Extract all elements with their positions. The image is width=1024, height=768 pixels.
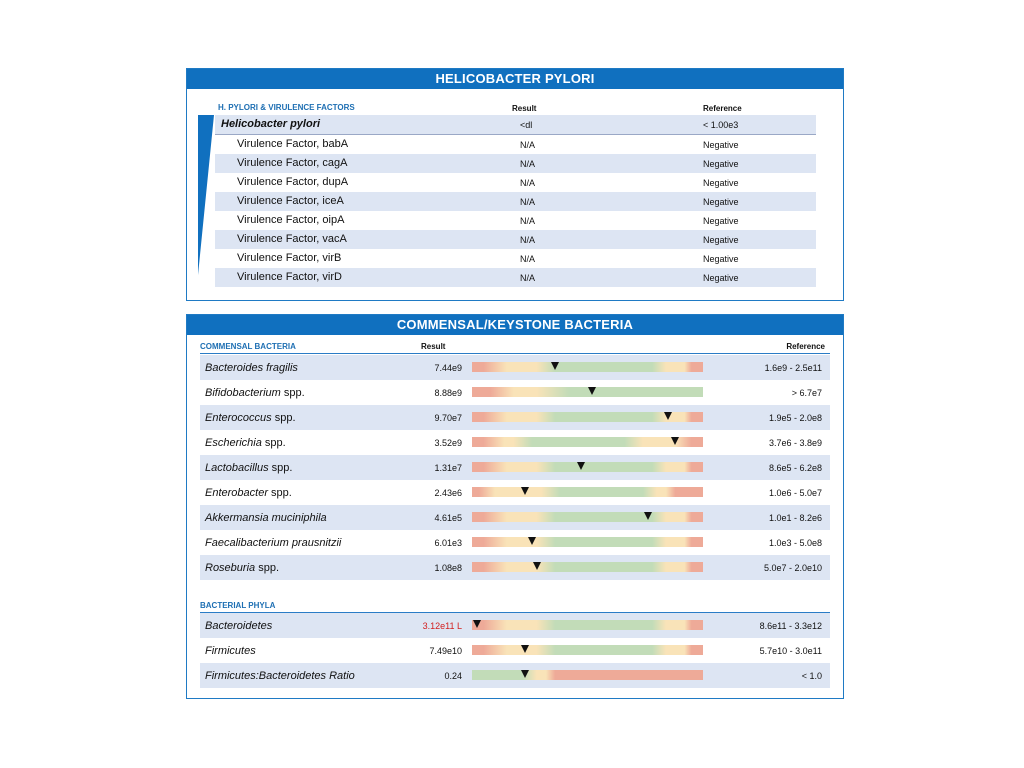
hp-accent-triangle bbox=[198, 115, 214, 275]
commensal-section-title: COMMENSAL BACTERIA bbox=[200, 342, 296, 351]
bacteria-result: 8.88e9 bbox=[434, 388, 462, 398]
result-marker-icon bbox=[588, 387, 596, 395]
bacteria-name bbox=[205, 362, 298, 374]
bacteria-name bbox=[205, 412, 296, 424]
bacteria-name-suffix: spp. bbox=[258, 562, 279, 574]
result-marker-icon bbox=[528, 537, 536, 545]
phyla-section-title: BACTERIAL PHYLA bbox=[200, 601, 276, 610]
bacteria-reference: 8.6e11 - 3.3e12 bbox=[759, 621, 822, 631]
range-bar bbox=[472, 645, 703, 655]
bacteria-row bbox=[200, 555, 830, 580]
hp-row-reference: Negative bbox=[703, 159, 739, 169]
range-bar bbox=[472, 562, 703, 572]
hp-row-name: Virulence Factor, virD bbox=[237, 271, 342, 283]
bacteria-row bbox=[200, 380, 830, 405]
bacteria-row bbox=[200, 638, 830, 663]
cb-panel-title: COMMENSAL/KEYSTONE BACTERIA bbox=[187, 315, 843, 335]
bacteria-name-suffix: spp. bbox=[264, 437, 286, 449]
bacteria-reference: 1.0e1 - 8.2e6 bbox=[768, 513, 822, 523]
result-marker-icon bbox=[551, 362, 559, 370]
hp-row bbox=[215, 249, 816, 268]
hp-row-reference: Negative bbox=[703, 216, 739, 226]
bacteria-result: 3.12e11 L bbox=[422, 621, 462, 631]
bacteria-row bbox=[200, 480, 830, 505]
commensal-section-rule bbox=[200, 353, 830, 354]
hp-row-name: Virulence Factor, dupA bbox=[237, 176, 349, 188]
bacteria-result: 3.52e9 bbox=[434, 438, 462, 448]
hp-row bbox=[215, 192, 816, 211]
bacteria-name bbox=[205, 512, 327, 524]
bacteria-reference: 1.6e9 - 2.5e11 bbox=[764, 363, 822, 373]
bacteria-name-text: Firmicutes:Bacteroidetes Ratio bbox=[205, 670, 355, 682]
bacteria-row bbox=[200, 405, 830, 430]
bacteria-name-text: Faecalibacterium prausnitzii bbox=[205, 537, 342, 549]
range-bar bbox=[472, 362, 703, 372]
result-marker-icon bbox=[521, 645, 529, 653]
result-marker-icon bbox=[671, 437, 679, 445]
range-bar bbox=[472, 412, 703, 422]
phyla-table bbox=[200, 613, 830, 688]
result-marker-icon bbox=[577, 462, 585, 470]
result-marker-icon bbox=[533, 562, 541, 570]
bacteria-row bbox=[200, 455, 830, 480]
bacteria-result: 0.24 bbox=[444, 671, 462, 681]
hp-row-reference: Negative bbox=[703, 235, 739, 245]
commensal-bacteria-panel bbox=[186, 314, 844, 699]
hp-row-result: N/A bbox=[520, 254, 536, 264]
bacteria-reference: 3.7e6 - 3.8e9 bbox=[768, 438, 822, 448]
range-bar bbox=[472, 387, 703, 397]
bacteria-name-suffix: spp. bbox=[274, 412, 296, 424]
bacteria-name-text: Bacteroides fragilis bbox=[205, 362, 298, 374]
bacteria-reference: 8.6e5 - 6.2e8 bbox=[768, 463, 822, 473]
bacteria-name bbox=[205, 670, 355, 682]
hp-row-result: N/A bbox=[520, 140, 536, 150]
hp-panel-title: HELICOBACTER PYLORI bbox=[187, 69, 843, 89]
hp-row-result: N/A bbox=[520, 235, 536, 245]
hp-row-name: Virulence Factor, oipA bbox=[237, 214, 345, 226]
bacteria-result: 1.08e8 bbox=[434, 563, 462, 573]
hp-row-result: N/A bbox=[520, 197, 536, 207]
bacteria-reference: 1.0e6 - 5.0e7 bbox=[768, 488, 822, 498]
bacteria-name bbox=[205, 562, 279, 574]
bacteria-name bbox=[205, 387, 305, 399]
bacteria-name-text: Enterococcus bbox=[205, 412, 272, 424]
hp-row bbox=[215, 135, 816, 154]
bacteria-name bbox=[205, 437, 286, 449]
bacteria-reference: 1.9e5 - 2.0e8 bbox=[768, 413, 822, 423]
range-bar bbox=[472, 670, 703, 680]
range-bar bbox=[472, 437, 703, 447]
bacteria-result: 9.70e7 bbox=[434, 413, 462, 423]
bacteria-result: 7.44e9 bbox=[434, 363, 462, 373]
bacteria-result: 4.61e5 bbox=[434, 513, 462, 523]
cb-reference-header: Reference bbox=[786, 342, 825, 351]
bacteria-name bbox=[205, 620, 272, 632]
bacteria-result: 2.43e6 bbox=[434, 488, 462, 498]
hp-row bbox=[215, 154, 816, 173]
range-bar bbox=[472, 462, 703, 472]
bacteria-name-text: Enterobacter bbox=[205, 487, 268, 499]
hp-row bbox=[215, 230, 816, 249]
hp-row bbox=[215, 115, 816, 135]
bacteria-name-text: Bacteroidetes bbox=[205, 620, 273, 632]
bacteria-name-text: Roseburia bbox=[205, 562, 256, 574]
hp-row-reference: Negative bbox=[703, 178, 739, 188]
hp-row-result: N/A bbox=[520, 216, 536, 226]
result-marker-icon bbox=[664, 412, 672, 420]
bacteria-reference: > 6.7e7 bbox=[791, 388, 822, 398]
result-marker-icon bbox=[473, 620, 481, 628]
bacteria-name-text: Akkermansia muciniphila bbox=[205, 512, 327, 524]
hp-row-name: Virulence Factor, virB bbox=[237, 252, 342, 264]
hp-table bbox=[215, 115, 816, 287]
bacteria-name bbox=[205, 645, 256, 657]
hp-row bbox=[215, 173, 816, 192]
bacteria-name-suffix: spp. bbox=[283, 387, 305, 399]
bacteria-result: 1.31e7 bbox=[434, 463, 462, 473]
bacteria-row bbox=[200, 505, 830, 530]
hp-row bbox=[215, 268, 816, 287]
commensal-table bbox=[200, 355, 830, 580]
bacteria-name bbox=[205, 487, 292, 499]
bacteria-name-text: Escherichia bbox=[205, 437, 262, 449]
range-bar bbox=[472, 620, 703, 630]
result-marker-icon bbox=[521, 487, 529, 495]
hp-row-result: N/A bbox=[520, 178, 536, 188]
hp-result-header: Result bbox=[512, 104, 537, 113]
bacteria-name bbox=[205, 537, 341, 549]
result-marker-icon bbox=[521, 670, 529, 678]
hp-row-reference: Negative bbox=[703, 197, 739, 207]
range-bar bbox=[472, 487, 703, 497]
bacteria-name-text: Bifidobacterium bbox=[205, 387, 281, 399]
bacteria-name-suffix: spp. bbox=[271, 462, 293, 474]
result-marker-icon bbox=[644, 512, 652, 520]
hp-row-reference: Negative bbox=[703, 273, 739, 283]
bacteria-name bbox=[205, 462, 292, 474]
hp-row-result: <dl bbox=[520, 120, 533, 130]
hp-row-reference: < 1.00e3 bbox=[703, 120, 739, 130]
hp-section-title: H. PYLORI & VIRULENCE FACTORS bbox=[218, 103, 355, 112]
hp-row-reference: Negative bbox=[703, 254, 739, 264]
bacteria-row bbox=[200, 530, 830, 555]
hp-row-name: Virulence Factor, iceA bbox=[237, 195, 344, 207]
bacteria-reference: 5.7e10 - 3.0e11 bbox=[759, 646, 822, 656]
hp-row bbox=[215, 211, 816, 230]
bacteria-result: 6.01e3 bbox=[434, 538, 462, 548]
hp-row-name: Virulence Factor, vacA bbox=[237, 233, 347, 245]
hp-row-reference: Negative bbox=[703, 140, 739, 150]
bacteria-reference: 1.0e3 - 5.0e8 bbox=[768, 538, 822, 548]
bacteria-row bbox=[200, 355, 830, 380]
range-bar bbox=[472, 537, 703, 547]
range-bar bbox=[472, 512, 703, 522]
hp-row-name: Virulence Factor, cagA bbox=[237, 157, 348, 169]
hp-row-result: N/A bbox=[520, 159, 536, 169]
hp-row-result: N/A bbox=[520, 273, 536, 283]
bacteria-row bbox=[200, 663, 830, 688]
hp-reference-header: Reference bbox=[703, 104, 742, 113]
bacteria-result: 7.49e10 bbox=[429, 646, 462, 656]
hp-row-name: Virulence Factor, babA bbox=[237, 138, 349, 150]
helicobacter-pylori-panel bbox=[186, 68, 844, 301]
bacteria-name-text: Firmicutes bbox=[205, 645, 256, 657]
bacteria-row bbox=[200, 430, 830, 455]
cb-result-header: Result bbox=[421, 342, 446, 351]
bacteria-name-suffix: spp. bbox=[271, 487, 292, 499]
bacteria-reference: 5.0e7 - 2.0e10 bbox=[763, 563, 822, 573]
bacteria-name-text: Lactobacillus bbox=[205, 462, 269, 474]
hp-row-name: Helicobacter pylori bbox=[221, 118, 321, 130]
bacteria-row bbox=[200, 613, 830, 638]
bacteria-reference: < 1.0 bbox=[801, 671, 822, 681]
